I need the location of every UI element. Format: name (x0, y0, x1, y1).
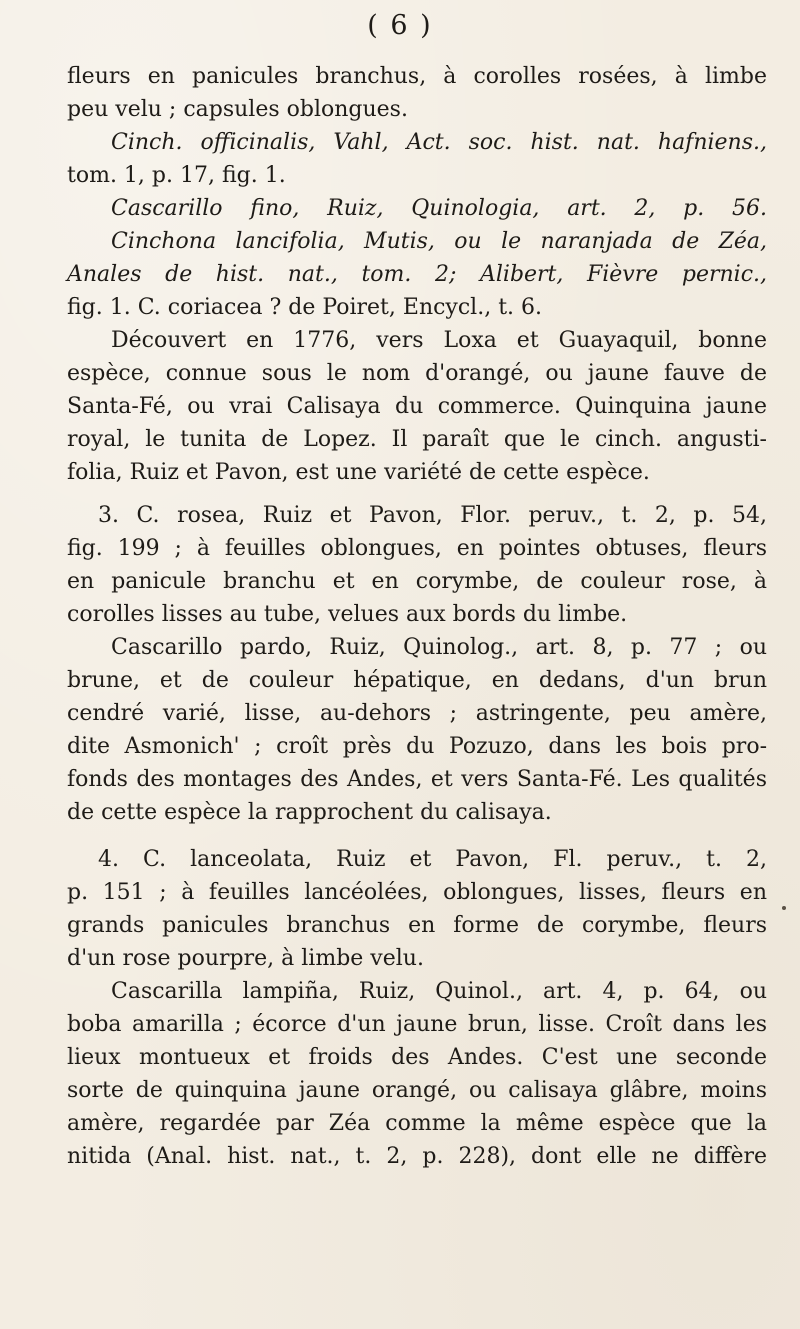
text-line: fonds des montages des Andes, et vers Santa-Fé. Les qualités (67, 767, 767, 792)
text-line: de cette espèce la rapprochent du calisaya. (67, 800, 552, 825)
text-line: Découvert en 1776, vers Loxa et Guayaquil, bonne (111, 328, 767, 353)
text-line: Cinchona lancifolia, Mutis, ou le naranjada de Zéa, (111, 229, 767, 254)
paragraph-gap (67, 489, 767, 499)
text-line: lieux montueux et froids des Andes. C'est une seconde (67, 1045, 767, 1070)
text-line: fig. 1. C. coriacea ? de Poiret, Encycl., t. 6. (67, 295, 543, 320)
text-line: Santa-Fé, ou vrai Calisaya du commerce. Quinquina jaune (67, 394, 767, 419)
text-line: folia, Ruiz et Pavon, est une variété de cette espèce. (67, 460, 650, 485)
text-line: 3. C. rosea, Ruiz et Pavon, Flor. peruv., t. 2, p. 54, (98, 503, 767, 528)
margin-speck (782, 906, 786, 910)
text-line: dite Asmonich' ; croît près du Pozuzo, dans les bois pro- (67, 734, 767, 759)
page-number: ( 6 ) (367, 10, 433, 41)
text-line: nitida (Anal. hist. nat., t. 2, p. 228), dont elle ne diffère (67, 1144, 767, 1169)
text-line: Cascarillo pardo, Ruiz, Quinolog., art. 8, p. 77 ; ou (111, 635, 767, 660)
text-line: royal, le tunita de Lopez. Il paraît que le cinch. angusti- (67, 427, 767, 452)
text-line: amère, regardée par Zéa comme la même espèce que la (67, 1111, 767, 1136)
text-line: brune, et de couleur hépatique, en dedans, d'un brun (67, 668, 767, 693)
text-line: p. 151 ; à feuilles lancéolées, oblongues, lisses, fleurs en (67, 880, 767, 905)
text-line: fig. 199 ; à feuilles oblongues, en pointes obtuses, fleurs (67, 536, 767, 561)
text-line: grands panicules branchus en forme de corymbe, fleurs (67, 913, 767, 938)
page-body (67, 60, 767, 1173)
text-line: cendré varié, lisse, au-dehors ; astringente, peu amère, (67, 701, 767, 726)
text-line: corolles lisses au tube, velues aux bords du limbe. (67, 602, 628, 627)
text-line: peu velu ; capsules oblongues. (67, 97, 408, 122)
text-line: fleurs en panicules branchus, à corolles rosées, à limbe (67, 64, 767, 89)
text-line: sorte de quinquina jaune orangé, ou calisaya glâbre, moins (67, 1078, 767, 1103)
text-line: Cascarillo fino, Ruiz, Quinologia, art. 2, p. 56. (111, 196, 767, 221)
text-line: en panicule branchu et en corymbe, de couleur rose, à (67, 569, 767, 594)
text-line: tom. 1, p. 17, fig. 1. (67, 163, 286, 188)
paragraph-gap (67, 829, 767, 843)
text-line: espèce, connue sous le nom d'orangé, ou jaune fauve de (67, 361, 767, 386)
text-line: d'un rose pourpre, à limbe velu. (67, 946, 424, 971)
text-line: Cinch. officinalis, Vahl, Act. soc. hist. nat. hafniens., (111, 130, 767, 155)
text-line: Cascarilla lampiña, Ruiz, Quinol., art. 4, p. 64, ou (111, 979, 767, 1004)
text-line: boba amarilla ; écorce d'un jaune brun, lisse. Croît dans les (67, 1012, 767, 1037)
text-line: Anales de hist. nat., tom. 2; Alibert, Fièvre pernic., (67, 262, 767, 287)
text-line: 4. C. lanceolata, Ruiz et Pavon, Fl. peruv., t. 2, (98, 847, 767, 872)
